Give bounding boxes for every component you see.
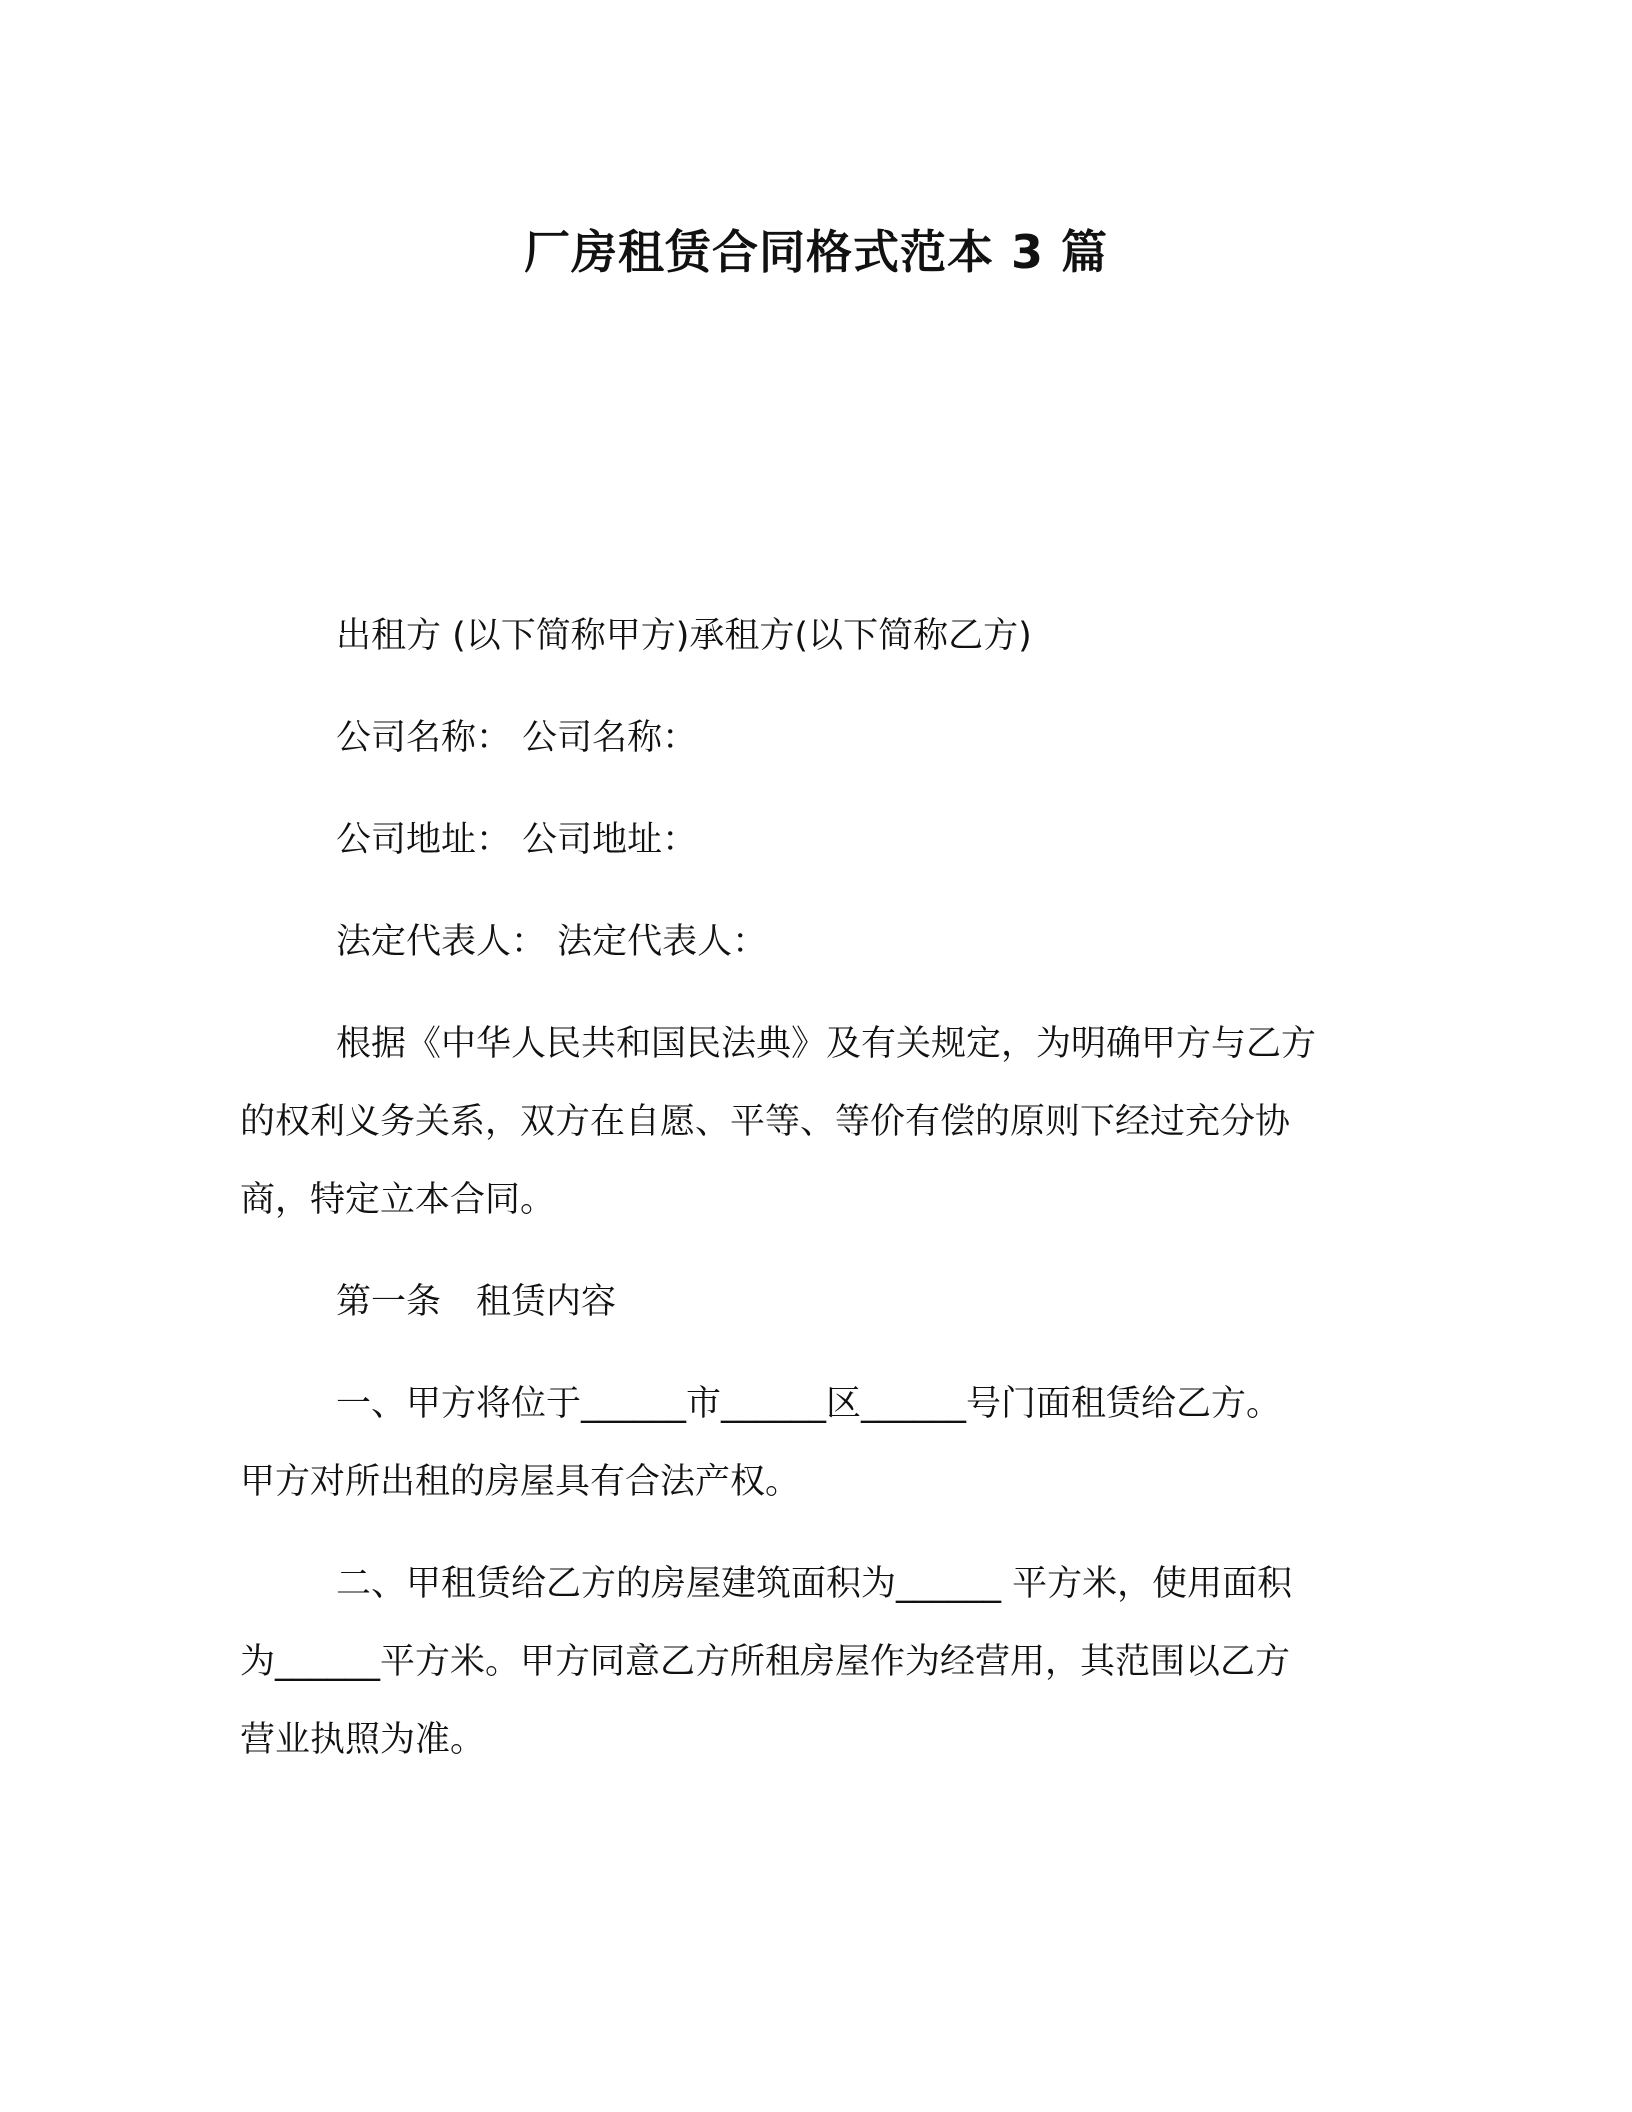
preamble-line-3: 商，特定立本合同。 bbox=[240, 1180, 556, 1220]
parties-line: 出租方 (以下简称甲方)承租方(以下简称乙方) bbox=[336, 616, 1032, 656]
company-address-line: 公司地址： 公司地址： bbox=[336, 820, 698, 860]
preamble-line-2: 的权利义务关系，双方在自愿、平等、等价有偿的原则下经过充分协 bbox=[240, 1102, 1291, 1142]
clause-2-line-2: 为______平方米。甲方同意乙方所租房屋作为经营用，其范围以乙方 bbox=[240, 1642, 1291, 1682]
document-title: 厂房租赁合同格式范本 3 篇 bbox=[523, 225, 1109, 279]
preamble-line-1: 根据《中华人民共和国民法典》及有关规定，为明确甲方与乙方 bbox=[336, 1024, 1317, 1064]
legal-representative-line: 法定代表人： 法定代表人： bbox=[336, 922, 768, 962]
clause-2-line-3: 营业执照为准。 bbox=[240, 1720, 486, 1760]
clause-1-line-2: 甲方对所出租的房屋具有合法产权。 bbox=[240, 1462, 801, 1502]
clause-1-line-1: 一、甲方将位于______市______区______号门面租赁给乙方。 bbox=[336, 1384, 1282, 1424]
article-1-heading: 第一条 租赁内容 bbox=[336, 1282, 617, 1322]
clause-2-line-1: 二、甲租赁给乙方的房屋建筑面积为______ 平方米，使用面积 bbox=[336, 1564, 1293, 1604]
company-name-line: 公司名称： 公司名称： bbox=[336, 718, 698, 758]
